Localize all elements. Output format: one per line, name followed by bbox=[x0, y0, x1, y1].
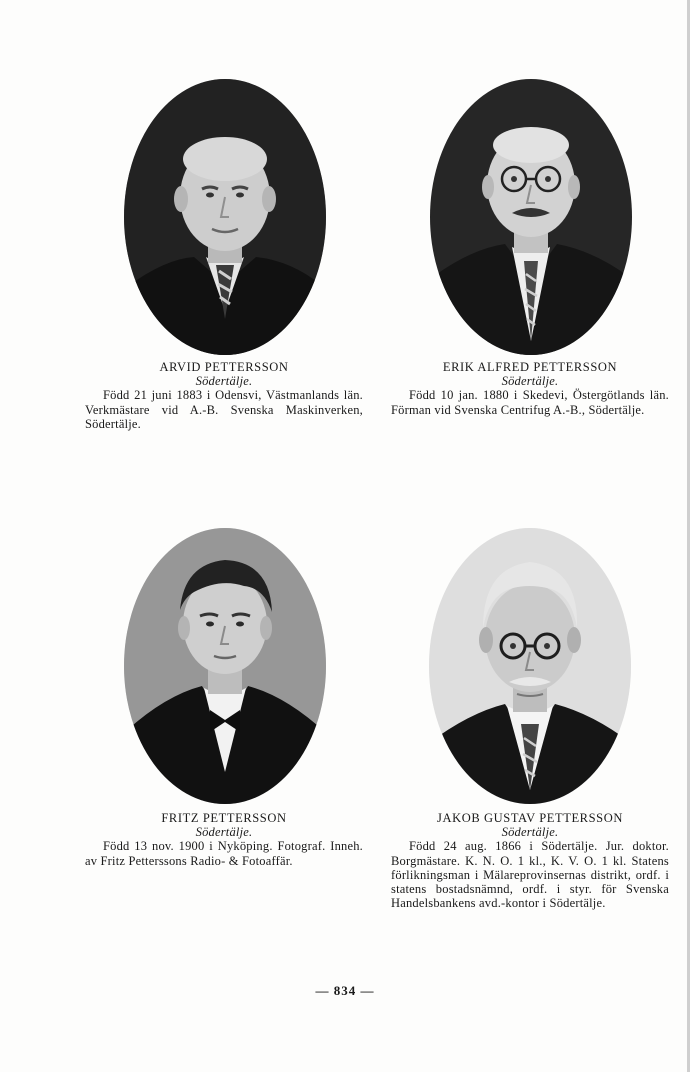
portrait-photo-fritz bbox=[124, 528, 326, 804]
entry-fritz bbox=[85, 811, 363, 868]
person-bio: Född 13 nov. 1900 i Nyköping. Fotograf. Inneh. av Fritz Petterssons Radio- & Fotoaffär. bbox=[85, 839, 363, 868]
person-name: ERIK ALFRED PETTERSSON bbox=[442, 360, 618, 374]
person-place: Södertälje. bbox=[195, 374, 253, 389]
person-place: Södertälje. bbox=[195, 825, 253, 840]
person-name: ARVID PETTERSSON bbox=[159, 360, 289, 374]
person-place: Södertälje. bbox=[501, 825, 559, 840]
entry-arvid bbox=[85, 360, 363, 431]
person-bio: Född 24 aug. 1866 i Södertälje. Jur. doktor. Borgmästare. K. N. O. 1 kl., K. V. O. 1 kl. Statens förlikningsman i Mälareprovinsernas distrikt, ordf. i statens bostadsnämnd, ordf. i styr. för Svenska Handelsbankens avd.-kontor i Södertälje. bbox=[391, 839, 669, 911]
portrait-photo-erik bbox=[430, 79, 632, 355]
person-bio: Född 10 jan. 1880 i Skedevi, Östergötlands län. Förman vid Svenska Centrifug A.-B., Södertälje. bbox=[391, 388, 669, 417]
portrait-photo-jakob bbox=[429, 528, 631, 804]
person-bio: Född 21 juni 1883 i Odensvi, Västmanlands län. Verkmästare vid A.-B. Svenska Maskinverken, Södertälje. bbox=[85, 388, 363, 431]
entry-erik bbox=[391, 360, 669, 417]
person-name: FRITZ PETTERSSON bbox=[161, 811, 287, 825]
entry-jakob bbox=[391, 811, 669, 910]
portrait-photo-arvid bbox=[124, 79, 326, 355]
person-place: Södertälje. bbox=[501, 374, 559, 389]
page-number: — 834 — bbox=[315, 983, 375, 998]
person-name: JAKOB GUSTAV PETTERSSON bbox=[437, 811, 623, 825]
